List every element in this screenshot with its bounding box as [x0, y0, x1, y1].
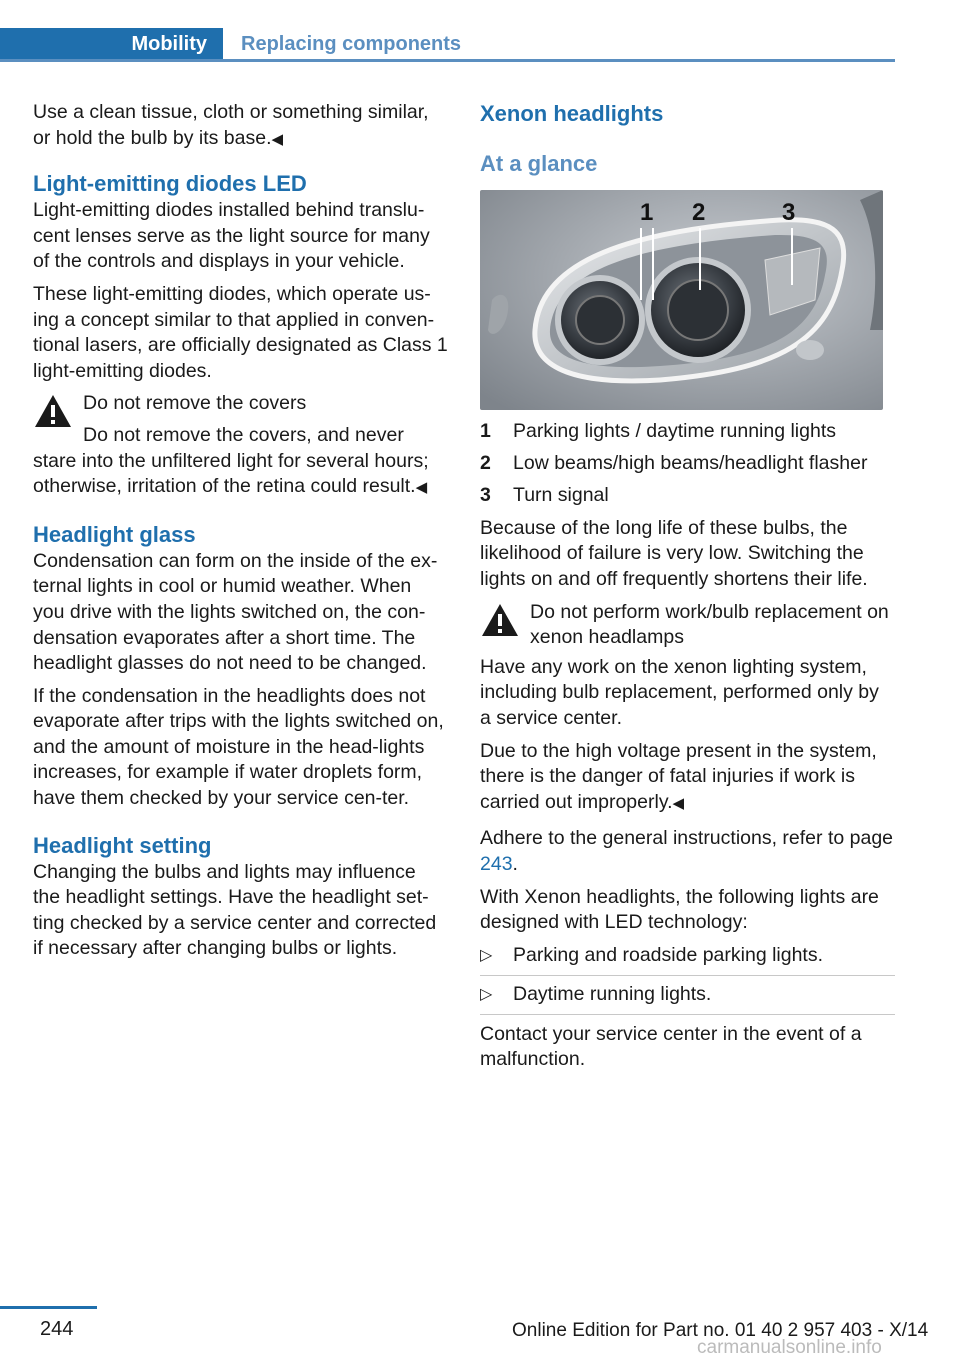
section-title[interactable]: Replacing components: [241, 33, 462, 55]
service-paragraph: Have any work on the xenon lighting system, including bulb replacement, performed only by a service center.: [480, 655, 879, 729]
led-paragraph-1: Light-emitting diodes installed behind translu-cent lenses serve as the light source for many of the controls and displays in your vehicle.: [33, 199, 430, 273]
intro-paragraph: Use a clean tissue, cloth or something similar, or hold the bulb by its base.◀: [33, 101, 429, 149]
xenon-warning: [480, 600, 895, 651]
edition-note: Online Edition for Part no. 01 40 2 957 403 - X/14: [512, 1320, 929, 1341]
legend-list: [480, 419, 895, 509]
list-item: [480, 451, 895, 477]
at-a-glance-heading: At a glance: [480, 151, 598, 176]
header-divider: [0, 59, 895, 62]
chapter-tab[interactable]: Mobility: [0, 28, 223, 60]
warning-triangle-icon: [33, 393, 73, 429]
page-link[interactable]: 243: [480, 852, 513, 875]
list-item: [480, 943, 895, 976]
end-mark-icon: ◀: [415, 479, 428, 497]
item-number: 3: [480, 484, 491, 507]
item-text: Turn signal: [513, 484, 609, 507]
list-item: [480, 419, 895, 445]
headlight-figure: [480, 190, 883, 410]
led-warning-continued: stare into the unfiltered light for several hours; otherwise, irritation of the retina could result.◀: [33, 449, 429, 498]
callout-3: 3: [782, 199, 796, 226]
setting-paragraph: Changing the bulbs and lights may influence the headlight settings. Have the headlight set-ting checked by a service center and corrected if necessary after changing bulbs or lights.: [33, 860, 437, 960]
reference-paragraph: Adhere to the general instructions, refer to page 243.: [480, 827, 894, 875]
glass-paragraph-1: Condensation can form on the inside of the ex-ternal lights in cool or humid weather. When you drive with the lights switched on, the con-densation evaporates after a short time. The headlight glasses do not need to be changed.: [33, 549, 438, 675]
voltage-paragraph: Due to the high voltage present in the system, there is the danger of fatal injuries if work is carried out improperly.◀: [480, 739, 877, 813]
triangle-bullet-icon: ▷: [480, 986, 493, 1004]
warning-triangle-icon: [480, 602, 520, 638]
bullet-text: Parking and roadside parking lights.: [513, 943, 824, 966]
led-paragraph-2: These light-emitting diodes, which operate us-ing a concept similar to that applied in conven-tional lasers, are officially designated as Class 1 light-emitting diodes.: [33, 282, 448, 382]
right-column: [480, 100, 895, 1080]
led-technology-paragraph: With Xenon headlights, the following lights are designed with LED technology:: [480, 885, 879, 934]
led-heading: Light-emitting diodes LED: [33, 171, 307, 197]
xenon-warning-title: Do not perform work/bulb replacement on xenon headlamps: [530, 600, 889, 649]
left-column: [33, 100, 448, 969]
setting-heading: Headlight setting: [33, 832, 212, 858]
end-mark-icon: ◀: [271, 130, 284, 148]
footer-divider: [0, 1306, 97, 1309]
contact-paragraph: Contact your service center in the event of a malfunction.: [480, 1022, 862, 1071]
triangle-bullet-icon: ▷: [480, 946, 493, 964]
item-number: 1: [480, 420, 491, 442]
item-text: Parking lights / daytime running lights: [513, 420, 836, 442]
glass-paragraph-2: If the condensation in the headlights does not evaporate after trips with the lights switched on, and the amount of moisture in the head-lights increases, for example if water droplets form, have them checked by your service cen-ter.: [33, 684, 444, 810]
list-item: [480, 982, 895, 1015]
xenon-heading: Xenon headlights: [480, 101, 664, 126]
glass-heading: Headlight glass: [33, 521, 196, 547]
callout-2: 2: [692, 199, 706, 226]
watermark: carmanualsonline.info: [697, 1337, 882, 1358]
item-text: Low beams/high beams/headlight flasher: [513, 452, 868, 475]
list-item: [480, 483, 895, 509]
led-warning: [33, 391, 448, 500]
end-mark-icon: ◀: [672, 794, 685, 812]
page-number: 244: [40, 1318, 74, 1340]
item-number: 2: [480, 452, 491, 475]
led-warning-title: Do not remove the covers: [83, 392, 307, 415]
callout-1: 1: [640, 199, 654, 226]
bulb-life-paragraph: Because of the long life of these bulbs, the likelihood of failure is very low. Switching the lights on and off frequently shortens their life.: [480, 516, 868, 590]
bullet-text: Daytime running lights.: [513, 983, 712, 1006]
led-warning-line: Do not remove the covers, and never: [83, 423, 404, 446]
